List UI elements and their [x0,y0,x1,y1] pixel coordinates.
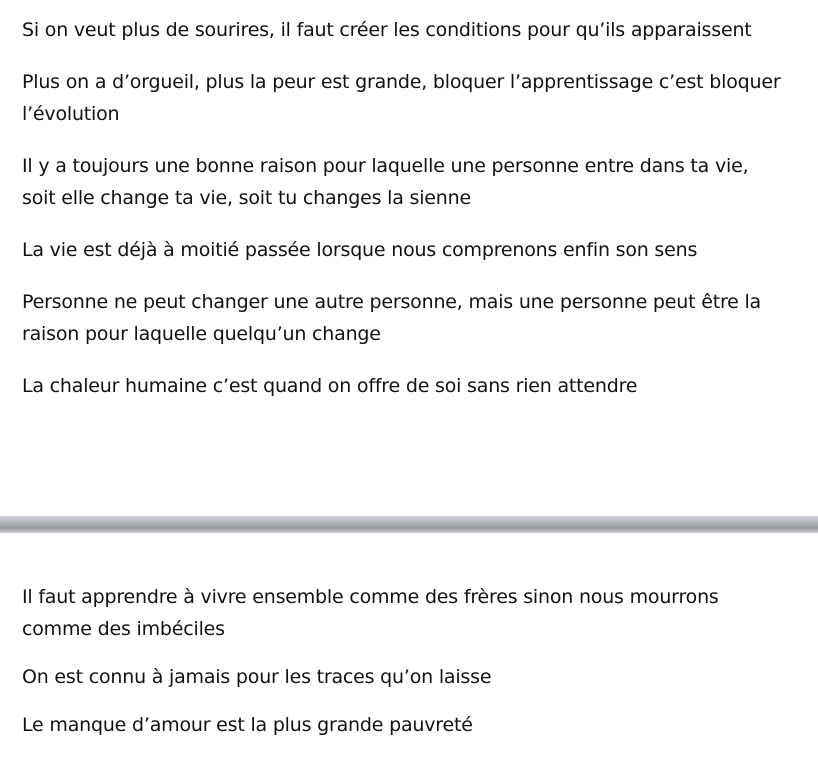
quote-paragraph: Il faut apprendre à vivre ensemble comme des frères sinon nous mourrons comme des imbéciles [22,586,719,640]
quote-paragraph: Si on veut plus de sourires, il faut créer les conditions pour qu’ils apparaissent [22,19,752,41]
quote-paragraph: Personne ne peut changer une autre personne, mais une personne peut être la raison pour laquelle quelqu’un change [22,291,761,345]
quote-paragraph: La vie est déjà à moitié passée lorsque nous comprenons enfin son sens [22,239,698,261]
quote-paragraph: La chaleur humaine c’est quand on offre de soi sans rien attendre [22,375,638,397]
quote-paragraph: On est connu à jamais pour les traces qu’on laisse [22,666,492,688]
quote-paragraph: Il y a toujours une bonne raison pour laquelle une personne entre dans ta vie, soit elle change ta vie, soit tu changes la sienne [22,155,749,209]
quote-paragraph: Plus on a d’orgueil, plus la peur est grande, bloquer l’apprentissage c’est bloquer l’évolution [22,71,781,125]
quote-paragraph: Le manque d’amour est la plus grande pauvreté [22,714,473,736]
page-separator [0,516,818,533]
document-page-2 [0,533,818,759]
